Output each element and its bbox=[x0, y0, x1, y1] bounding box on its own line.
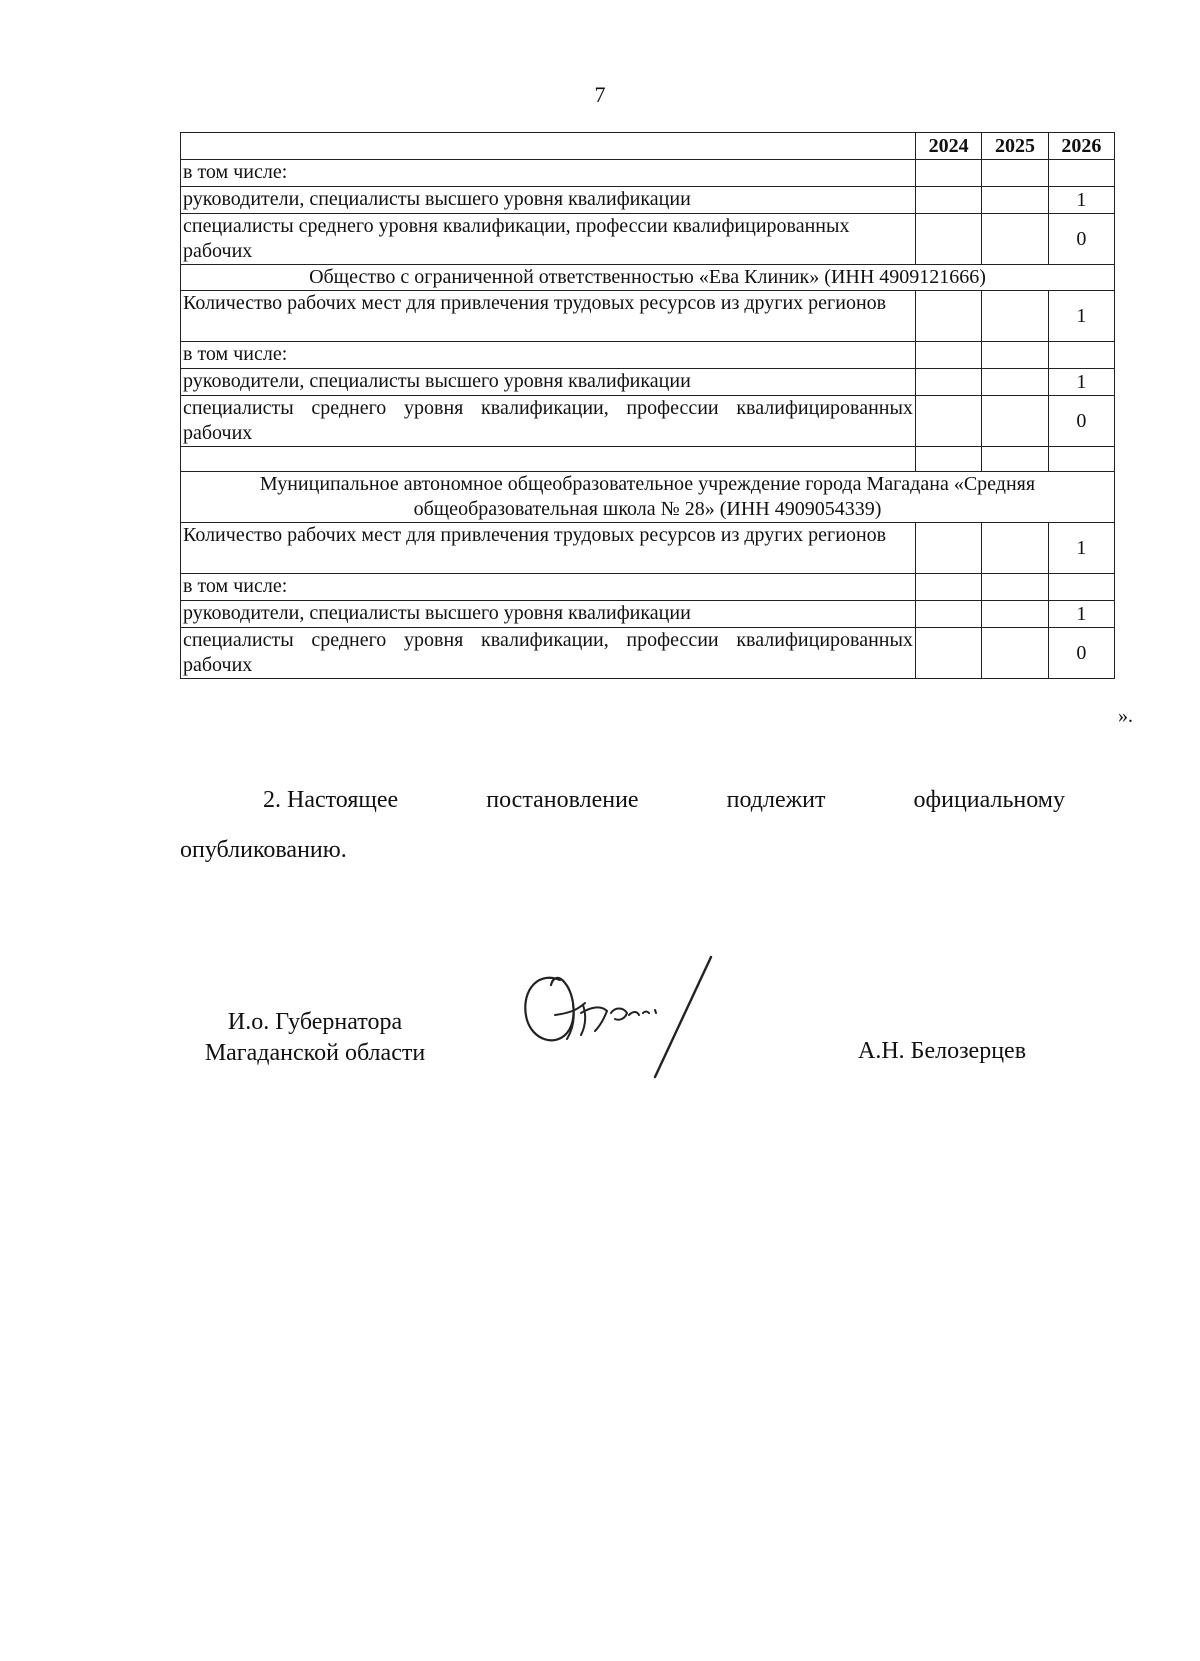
row-label: в том числе: bbox=[181, 342, 916, 369]
row-label: Количество рабочих мест для привлечения трудовых ресурсов из других регионов bbox=[181, 523, 916, 574]
cell-2025 bbox=[982, 369, 1048, 396]
cell-2024 bbox=[915, 396, 981, 447]
row-label bbox=[181, 447, 916, 472]
header-2025: 2025 bbox=[982, 133, 1048, 160]
cell-2024 bbox=[915, 342, 981, 369]
cell-2026 bbox=[1048, 574, 1114, 601]
cell-2024 bbox=[915, 160, 981, 187]
cell-2026: 0 bbox=[1048, 214, 1114, 265]
paragraph-word: 2. Настоящее bbox=[263, 787, 399, 813]
table-row bbox=[181, 369, 1115, 396]
row-label: руководители, специалисты высшего уровня квалификации bbox=[181, 187, 916, 214]
cell-2025 bbox=[982, 342, 1048, 369]
cell-2026 bbox=[1048, 160, 1114, 187]
cell-2026: 1 bbox=[1048, 601, 1114, 628]
table-row bbox=[181, 523, 1115, 574]
cell-2025 bbox=[982, 628, 1048, 679]
table-row bbox=[181, 214, 1115, 265]
organization-name: Общество с ограниченной ответственностью «Ева Клиник» (ИНН 4909121666) bbox=[181, 265, 1115, 291]
table-row bbox=[181, 396, 1115, 447]
header-2026: 2026 bbox=[1048, 133, 1114, 160]
row-label: специалисты среднего уровня квалификации, профессии квалифицированных рабочих bbox=[181, 214, 916, 265]
row-label: специалисты среднего уровня квалификации, профессии квалифицированных рабочих bbox=[181, 396, 916, 447]
table-row bbox=[181, 447, 1115, 472]
paragraph-line-2: опубликованию. bbox=[180, 837, 347, 863]
signatory-name: А.Н. Белозерцев bbox=[858, 1038, 1027, 1064]
position-line-2: Магаданской области bbox=[204, 1040, 426, 1066]
cell-2025 bbox=[982, 601, 1048, 628]
paragraph-line-1 bbox=[180, 775, 1065, 825]
paragraph-word: подлежит bbox=[726, 787, 826, 813]
header-2024: 2024 bbox=[915, 133, 981, 160]
row-label: Количество рабочих мест для привлечения трудовых ресурсов из других регионов bbox=[181, 291, 916, 342]
table-body bbox=[181, 160, 1115, 679]
paragraph-word: постановление bbox=[486, 787, 639, 813]
header-label bbox=[181, 133, 916, 160]
cell-2025 bbox=[982, 447, 1048, 472]
cell-2026 bbox=[1048, 447, 1114, 472]
cell-2026: 1 bbox=[1048, 187, 1114, 214]
resolution-paragraph bbox=[180, 775, 1065, 875]
cell-2025 bbox=[982, 160, 1048, 187]
cell-2026: 1 bbox=[1048, 523, 1114, 574]
organization-row bbox=[181, 472, 1115, 523]
cell-2025 bbox=[982, 396, 1048, 447]
table-row bbox=[181, 601, 1115, 628]
row-label: руководители, специалисты высшего уровня квалификации bbox=[181, 601, 916, 628]
table-row bbox=[181, 342, 1115, 369]
signatory-position bbox=[180, 1007, 450, 1069]
table-row bbox=[181, 187, 1115, 214]
page-number: 7 bbox=[594, 82, 606, 107]
table-header-row bbox=[181, 133, 1115, 160]
cell-2026: 0 bbox=[1048, 396, 1114, 447]
closing-quote: ». bbox=[1118, 705, 1133, 727]
cell-2024 bbox=[915, 574, 981, 601]
table-row bbox=[181, 628, 1115, 679]
cell-2026: 0 bbox=[1048, 628, 1114, 679]
handwritten-signature bbox=[515, 955, 735, 1085]
employment-table bbox=[180, 132, 1115, 679]
cell-2025 bbox=[982, 291, 1048, 342]
cell-2024 bbox=[915, 447, 981, 472]
cell-2024 bbox=[915, 523, 981, 574]
cell-2024 bbox=[915, 601, 981, 628]
organization-name: Муниципальное автономное общеобразовательное учреждение города Магадана «Средняя общеобразовательная школа № 28» (ИНН 4909054339) bbox=[181, 472, 1115, 523]
cell-2025 bbox=[982, 187, 1048, 214]
cell-2024 bbox=[915, 187, 981, 214]
cell-2025 bbox=[982, 214, 1048, 265]
row-label: руководители, специалисты высшего уровня квалификации bbox=[181, 369, 916, 396]
table-row bbox=[181, 291, 1115, 342]
organization-row bbox=[181, 265, 1115, 291]
cell-2025 bbox=[982, 574, 1048, 601]
position-line-1: И.о. Губернатора bbox=[227, 1009, 403, 1035]
table-row bbox=[181, 160, 1115, 187]
cell-2024 bbox=[915, 291, 981, 342]
cell-2024 bbox=[915, 628, 981, 679]
paragraph-word: официальному bbox=[913, 787, 1065, 813]
cell-2024 bbox=[915, 369, 981, 396]
cell-2025 bbox=[982, 523, 1048, 574]
cell-2026: 1 bbox=[1048, 291, 1114, 342]
cell-2026: 1 bbox=[1048, 369, 1114, 396]
row-label: в том числе: bbox=[181, 574, 916, 601]
table-row bbox=[181, 574, 1115, 601]
cell-2026 bbox=[1048, 342, 1114, 369]
cell-2024 bbox=[915, 214, 981, 265]
row-label: специалисты среднего уровня квалификации, профессии квалифицированных рабочих bbox=[181, 628, 916, 679]
row-label: в том числе: bbox=[181, 160, 916, 187]
